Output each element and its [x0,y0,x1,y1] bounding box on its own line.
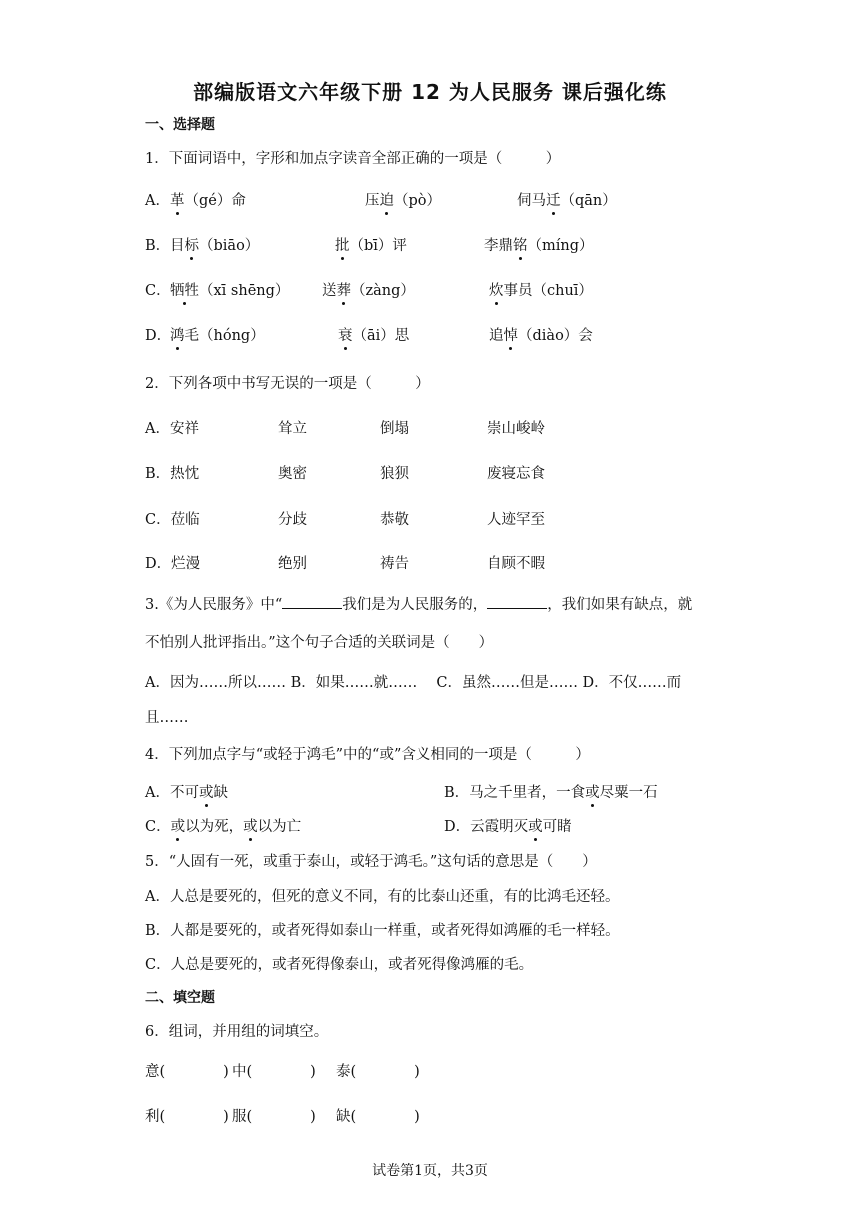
q2-option: C．莅临 [145,512,200,528]
q1-option-word: 追悼（diào）会 [489,324,593,345]
question-3-line-2: 不怕别人批评指出。”这个句子合适的关联词是（ ） [145,635,494,651]
q3-text-b: 我们是为人民服务的， [342,597,488,613]
q1-option-letter: C． [145,283,171,299]
question-3-options: A．因为……所以…… B．如果……就…… C．虽然……但是…… D．不仅……而 [145,675,682,691]
q2-option-word: 废寝忘食 [487,466,545,482]
q4-option-b: B．马之千里者，一食或尽粟一石 [444,781,658,802]
q6-item: 意( ) [145,1064,229,1080]
q1-option-word: 衰（āi）思 [338,324,409,345]
page-title: 部编版语文六年级下册 12 为人民服务 课后强化练 [193,80,667,104]
q2-option-word: 绝别 [278,556,307,572]
q1-option-word: 送葬（zàng） [322,279,415,300]
q2-option-word: 自顾不暇 [487,556,545,572]
q2-option-word: 分歧 [278,512,307,528]
question-3-line-1 [145,593,692,614]
q1-option-letter: A． [145,193,170,209]
question-6-stem: 6．组词，并用组的词填空。 [145,1024,329,1040]
q5-option-c: C．人总是要死的，或者死得像泰山，或者死得像鸿雁的毛。 [145,957,534,973]
q1-option-word: 革（gé）命 [170,189,246,210]
q2-option-word: 倒塌 [380,421,409,437]
q2-option: D．烂漫 [145,556,201,572]
q4-option-a: A．不可或缺 [145,781,228,802]
q1-option-letter: D． [145,328,172,344]
question-4-stem: 4．下列加点字与“或轻于鸿毛”中的“或”含义相同的一项是（ ） [145,747,590,763]
q3-blank-2 [487,594,547,609]
q2-option: A．安祥 [145,421,199,437]
q2-option: B．热忱 [145,466,200,482]
q6-item: 泰( ) [336,1064,420,1080]
q2-option-word: 人迹罕至 [487,512,545,528]
q1-option-word: 伺马迁（qān） [517,189,617,210]
section-heading-choice: 一、选择题 [145,117,215,133]
question-3-options-cont: 且…… [145,710,189,726]
q1-option-word: 李鼎铭（míng） [484,234,594,255]
q6-item: 缺( ) [336,1109,420,1125]
q3-text-a: 3.《为人民服务》中“ [145,597,283,613]
q1-option-word: 压迫（pò） [365,189,441,210]
q2-option-word: 耸立 [278,421,307,437]
q4-option-c: C．或以为死，或以为亡 [145,815,301,836]
q3-blank-1 [282,594,342,609]
q1-option-word: 目标（biāo） [170,234,259,255]
q1-option-word: 牺牲（xī shēng） [170,279,289,300]
q2-option-word: 崇山峻岭 [487,421,545,437]
q2-option-word: 祷告 [380,556,409,572]
question-5-stem: 5．“人固有一死，或重于泰山，或轻于鸿毛。”这句话的意思是（ ） [145,854,597,870]
q1-option-word: 批（bī）评 [335,234,407,255]
section-heading-fill: 二、填空题 [145,990,215,1006]
q1-option-word: 鸿毛（hóng） [170,324,265,345]
page-footer: 试卷第1页，共3页 [372,1163,488,1179]
q1-option-letter: B． [145,238,171,254]
q5-option-b: B．人都是要死的，或者死得如泰山一样重，或者死得如鸿雁的毛一样轻。 [145,923,620,939]
q2-option-word: 恭敬 [380,512,409,528]
q1-option-word: 炊事员（chuī） [489,279,593,300]
q6-item: 利( ) [145,1109,229,1125]
q2-option-word: 奥密 [278,466,307,482]
q6-item: 服( ) [232,1109,316,1125]
q2-option-word: 狼狈 [380,466,409,482]
q3-text-c: ，我们如果有缺点，就 [547,597,693,613]
q4-option-d: D．云霞明灭或可睹 [444,815,572,836]
q6-item: 中( ) [232,1064,316,1080]
question-1-stem: 1．下面词语中，字形和加点字读音全部正确的一项是（ ） [145,151,561,167]
question-2-stem: 2．下列各项中书写无误的一项是（ ） [145,376,430,392]
q5-option-a: A．人总是要死的，但死的意义不同，有的比泰山还重，有的比鸿毛还轻。 [145,889,620,905]
